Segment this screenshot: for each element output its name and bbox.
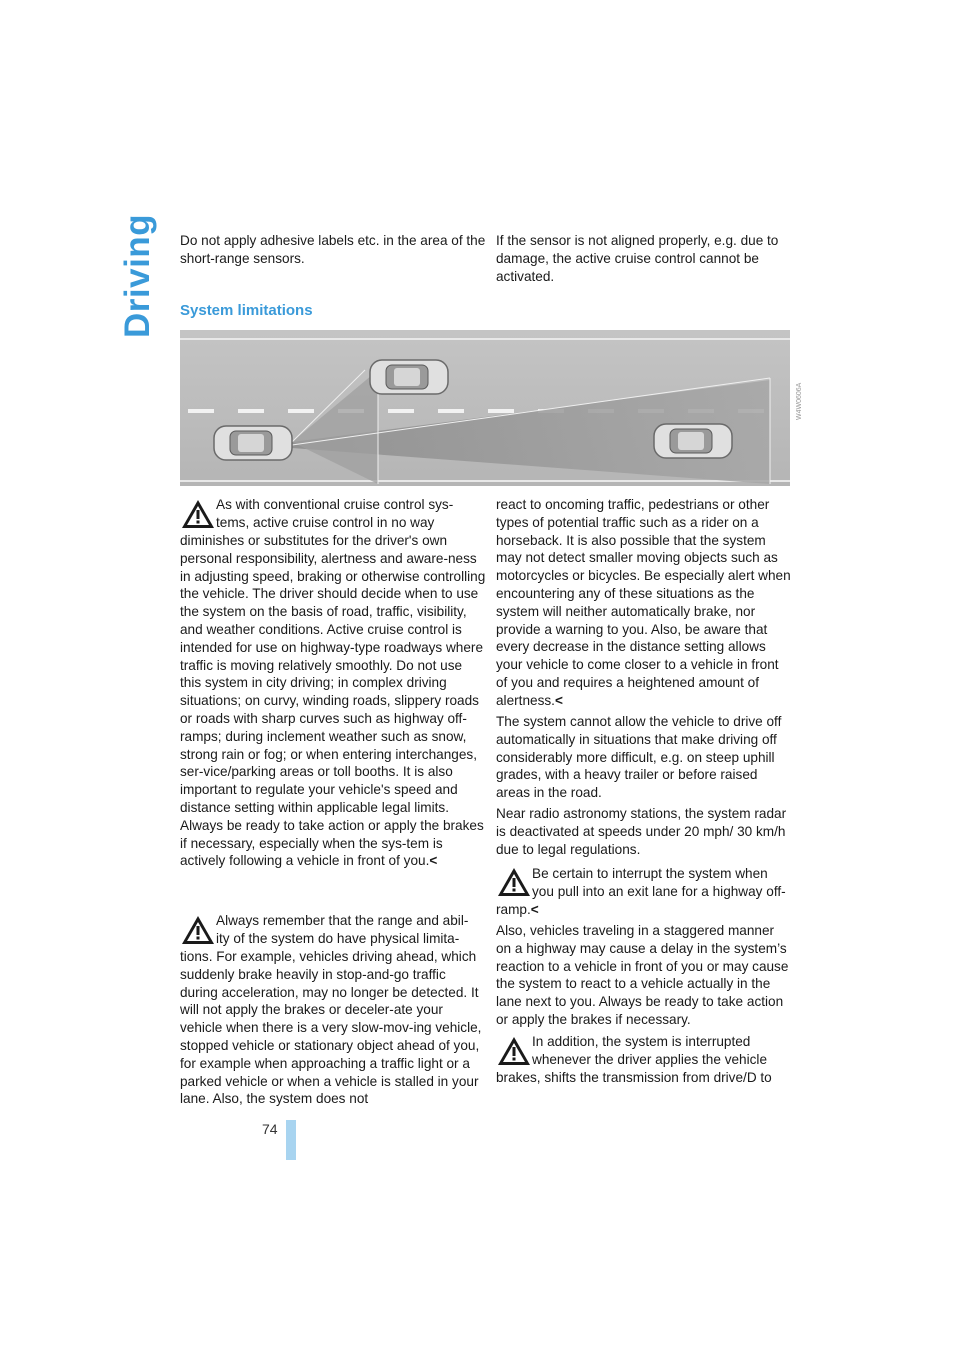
road-edge-top [180, 338, 790, 340]
warning-2-body: tions. For example, vehicles driving ahead, which suddenly brake heavily in stop-and-go traffic during acceleration, may no longer be detected. It will not apply the brakes or deceler-ate your vehicle when there is a very slow-mov-ing vehicle, stopped vehicle or stationary object ahead of you, for example when approaching a traffic light or a parked vehicle or when a vehicle is stalled in your lane. Also, the system does not [180, 949, 482, 1107]
warning-4-line-1: In addition, the system is interrupted [532, 1034, 751, 1049]
warning-3-line-2: you pull into an exit lane for a highway off- [532, 884, 786, 899]
warning-1-body: diminishes or substitutes for the driver's own personal responsibility, alertness and aware-ness in adjusting speed, braking or otherwise controlling the vehicle. The driver should decide when to use the system on the basis of road, traffic, visibility, and weather conditions. Active cruise control is intended for use on highway-type roadways where traffic is moving relatively smoothly. Do not use this system in city driving; in complex driving situations; on curvy, winding roads, slippery roads or roads with sharp curves such as highway off-ramps; during inclement weather such as snow, strong rain or fog; or when entering interchanges, ser-vice/parking areas or toll booths. It is also important to regulate your vehicle's speed and distance setting within applicable legal limits. Always be ready to take action or apply the brakes if necessary, especially when the sys-tem is actively following a vehicle in front of you.< [180, 533, 486, 869]
road-edge-bottom [180, 480, 790, 482]
system-limitations-figure [180, 330, 790, 486]
section-title: System limitations [180, 302, 313, 319]
page-number-bar [286, 1120, 296, 1160]
vehicle-adjacent-lane [370, 360, 448, 394]
warning-3-line-1: Be certain to interrupt the system when [532, 866, 768, 881]
chapter-side-title: Driving [118, 213, 157, 338]
warning-icon [496, 1035, 532, 1067]
paragraph-radio-astronomy: Near radio astronomy stations, the system radar is deactivated at speeds under 20 mph/ 30 km/h due to legal regulations. [496, 806, 787, 857]
page-number: 74 [262, 1121, 278, 1137]
intro-left-paragraph: Do not apply adhesive labels etc. in the area of the short-range sensors. [180, 233, 486, 266]
warning-2-line-1: Always remember that the range and abil- [216, 913, 469, 928]
warning-icon [180, 914, 216, 946]
warning-4-line-2: whenever the driver applies the vehicle [532, 1052, 768, 1067]
warning-2-line-2: ity of the system do have physical limita- [216, 931, 460, 946]
warning-1-line-2: tems, active cruise control in no way [216, 515, 435, 530]
paragraph-staggered: Also, vehicles traveling in a staggered manner on a highway may cause a delay in the system’s reaction to a vehicle in front of you or may cause the system to react to a vehicle actually in the lane next to you. Always be ready to take action or apply the brakes if necessary. [496, 923, 789, 1027]
warning-1-line-1: As with conventional cruise control sys- [216, 497, 454, 512]
warning-3-body: ramp.< [496, 902, 539, 917]
warning-4-body: brakes, shifts the transmission from drive/D to [496, 1070, 772, 1085]
warning-icon [496, 866, 532, 898]
intro-right-paragraph: If the sensor is not aligned properly, e.g. due to damage, the active cruise control cannot be activated. [496, 233, 779, 284]
paragraph-drive-off: The system cannot allow the vehicle to drive off automatically in situations that make driving off considerably more difficult, e.g. on steep uphill grades, with a heavy trailer or before raised areas in the road. [496, 714, 782, 801]
warning-icon [180, 498, 216, 530]
warning-1-continuation: react to oncoming traffic, pedestrians or other types of potential traffic such as a rider on a horseback. It is also possible that the system may not detect smaller moving objects such as motorcycles or bicycles. Be especially alert when encountering any of these situations as the system will neither automatically brake, nor provide a warning to you. Also, be aware that every decrease in the distance setting allows your vehicle to come closer to a vehicle in front of you and requires a heightened amount of alertness.< [496, 497, 791, 708]
figure-code: W4W0606A [796, 382, 803, 420]
own-vehicle [214, 426, 292, 460]
vehicle-ahead [654, 424, 732, 458]
